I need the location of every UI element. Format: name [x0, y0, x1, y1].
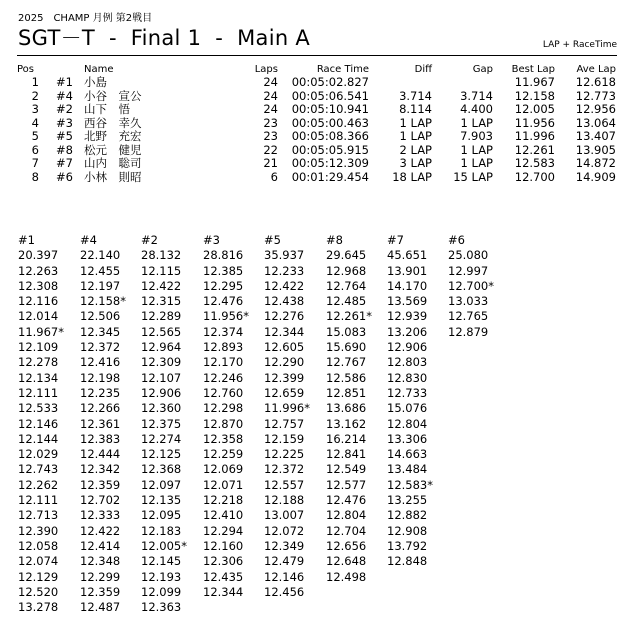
lap-time: 12.158*	[80, 294, 126, 309]
lap-time: 12.713	[18, 508, 59, 523]
lap-time: 12.968	[326, 263, 367, 278]
best-lap: 11.996	[514, 129, 555, 143]
lap-time: 12.764	[326, 278, 367, 293]
gap: 15 LAP	[453, 169, 493, 184]
lap-time: 12.456	[264, 584, 305, 599]
lap-time: 12.583*	[387, 477, 433, 492]
lap-time: 12.422	[80, 523, 121, 538]
lap-time: 12.188	[264, 493, 305, 508]
lap-time: 12.372	[80, 340, 121, 355]
lap-time: 12.348	[80, 554, 121, 569]
position: 8	[31, 169, 39, 184]
diff: 3 LAP	[399, 156, 432, 170]
lap-time: 12.144	[18, 431, 59, 446]
lap-time: 12.444	[80, 447, 121, 462]
lap-time: 12.099	[141, 584, 182, 599]
position: 7	[31, 156, 39, 170]
lap-time: 12.359	[80, 584, 121, 599]
gap: 1 LAP	[460, 115, 493, 130]
lap-column-car: #8	[326, 233, 343, 247]
lap-time: 12.263	[18, 263, 59, 278]
lap-time: 12.116	[18, 294, 59, 309]
lap-time: 12.246	[203, 370, 244, 385]
lap-time: 45.651	[387, 248, 428, 263]
lap-time: 12.422	[264, 278, 305, 293]
lap-time: 12.159	[264, 431, 305, 446]
car-number: #1	[56, 75, 73, 89]
lap-time: 12.129	[18, 569, 59, 584]
lap-time: 12.344	[264, 324, 305, 339]
gap: 1 LAP	[460, 142, 493, 157]
lap-time: 12.557	[264, 477, 305, 492]
lap-time: 12.074	[18, 554, 59, 569]
lap-time: 12.289	[141, 309, 182, 324]
lap-time: 12.841	[326, 447, 367, 462]
col-best-lap: Best Lap	[511, 64, 555, 75]
lap-time: 12.058	[18, 538, 59, 553]
position: 1	[31, 75, 39, 89]
race-time: 00:05:00.463	[291, 115, 369, 130]
laps: 24	[263, 88, 278, 103]
best-lap: 12.583	[514, 156, 555, 170]
lap-time: 12.438	[264, 294, 305, 309]
lap-time: 12.233	[264, 263, 305, 278]
lap-time: 12.804	[387, 416, 428, 431]
lap-time: 12.656	[326, 538, 367, 553]
col-laps: Laps	[254, 64, 278, 75]
lap-column-car: #6	[448, 233, 465, 247]
lap-time: 12.071	[203, 477, 244, 492]
lap-time: 12.422	[141, 278, 182, 293]
col-pos: Pos	[17, 64, 35, 75]
lap-time: 12.893	[203, 340, 244, 355]
lap-time: 12.765	[448, 309, 489, 324]
lap-time: 12.349	[264, 538, 305, 553]
laps: 24	[263, 75, 278, 89]
lap-time: 12.014	[18, 309, 59, 324]
lap-time: 13.686	[326, 401, 367, 416]
driver-name: 松元 健児	[84, 142, 142, 157]
col-diff: Diff	[414, 64, 432, 75]
lap-time: 12.097	[141, 477, 182, 492]
results-table	[0, 63, 631, 184]
lap-time: 12.733	[387, 385, 428, 400]
lap-time: 13.007	[264, 508, 305, 523]
lap-time: 20.397	[18, 248, 59, 263]
lap-time: 25.080	[448, 248, 489, 263]
ave-lap: 14.909	[575, 169, 616, 184]
table-row	[0, 103, 631, 117]
race-time: 00:05:08.366	[291, 129, 369, 143]
lap-time: 12.266	[80, 401, 121, 416]
lap-time: 13.306	[387, 431, 428, 446]
lap-time: 12.358	[203, 431, 244, 446]
ave-lap: 12.956	[575, 102, 616, 116]
lap-time: 12.197	[80, 278, 121, 293]
lap-time: 12.295	[203, 278, 244, 293]
lap-time: 12.218	[203, 493, 244, 508]
lap-time: 12.879	[448, 324, 489, 339]
lap-time: 11.967*	[18, 324, 64, 339]
lap-time: 12.586	[326, 370, 367, 385]
lap-time: 13.569	[387, 294, 428, 309]
lap-column-car: #1	[18, 233, 35, 247]
car-number: #3	[56, 115, 73, 130]
lap-time: 28.132	[141, 248, 182, 263]
best-lap: 11.967	[514, 75, 555, 89]
lap-time: 12.498	[326, 569, 367, 584]
lap-time: 12.342	[80, 462, 121, 477]
position: 4	[31, 115, 39, 130]
gap: 7.903	[460, 129, 493, 143]
page-title: SGT－T - Final 1 - Main A	[18, 26, 311, 50]
lap-time: 12.344	[203, 584, 244, 599]
lap-time: 12.290	[264, 355, 305, 370]
race-time: 00:05:05.915	[291, 142, 369, 157]
table-row	[0, 130, 631, 144]
lap-time: 11.956*	[203, 309, 249, 324]
lap-time: 12.170	[203, 355, 244, 370]
lap-time: 16.214	[326, 431, 367, 446]
lap-time: 12.005*	[141, 538, 187, 553]
lap-time: 15.083	[326, 324, 367, 339]
lap-column	[141, 233, 201, 615]
driver-name: 小谷 宣公	[84, 88, 142, 103]
laps: 23	[263, 129, 278, 143]
lap-time: 14.170	[387, 278, 428, 293]
gap: 3.714	[460, 88, 493, 103]
lap-time: 12.605	[264, 340, 305, 355]
lap-time: 12.385	[203, 263, 244, 278]
lap-time: 13.255	[387, 493, 428, 508]
position: 3	[31, 102, 39, 116]
lap-column	[264, 233, 324, 600]
lap-time: 12.146	[18, 416, 59, 431]
lap-time: 12.702	[80, 493, 121, 508]
lap-time: 12.659	[264, 385, 305, 400]
driver-name: 小島	[84, 75, 107, 89]
lap-time: 12.111	[18, 493, 59, 508]
lap-column	[326, 233, 386, 585]
diff: 1 LAP	[399, 115, 432, 130]
driver-name: 北野 充宏	[84, 129, 142, 143]
car-number: #7	[56, 156, 73, 170]
diff: 3.714	[399, 88, 432, 103]
lap-time: 12.183	[141, 523, 182, 538]
lap-time: 12.565	[141, 324, 182, 339]
car-number: #2	[56, 102, 73, 116]
col-name: Name	[84, 64, 114, 75]
ave-lap: 13.407	[575, 129, 616, 143]
lap-time: 12.029	[18, 447, 59, 462]
lap-time: 12.308	[18, 278, 59, 293]
best-lap: 12.261	[514, 142, 555, 157]
table-row	[0, 144, 631, 158]
lap-time: 12.704	[326, 523, 367, 538]
lap-time: 12.479	[264, 554, 305, 569]
lap-time: 22.140	[80, 248, 121, 263]
car-number: #8	[56, 142, 73, 157]
lap-time: 13.033	[448, 294, 489, 309]
diff: 1 LAP	[399, 129, 432, 143]
col-race-time: Race Time	[316, 64, 369, 75]
lap-time: 12.360	[141, 401, 182, 416]
race-time: 00:05:10.941	[291, 102, 369, 116]
lap-time: 13.484	[387, 462, 428, 477]
driver-name: 西谷 幸久	[84, 115, 142, 130]
lap-time: 12.299	[80, 569, 121, 584]
lap-time: 12.435	[203, 569, 244, 584]
lap-time: 12.487	[80, 600, 121, 615]
lap-time: 12.476	[203, 294, 244, 309]
lap-time: 12.261*	[326, 309, 372, 324]
lap-time: 12.193	[141, 569, 182, 584]
lap-time: 12.315	[141, 294, 182, 309]
race-time: 00:01:29.454	[291, 169, 369, 184]
lap-time: 13.278	[18, 600, 59, 615]
lap-time: 12.278	[18, 355, 59, 370]
lap-time: 12.830	[387, 370, 428, 385]
lap-column	[80, 233, 140, 615]
event-name: 2025 CHAMP 月例 第2戦目	[18, 13, 153, 24]
lap-time: 12.294	[203, 523, 244, 538]
lap-time: 12.964	[141, 340, 182, 355]
lap-time: 12.160	[203, 538, 244, 553]
lap-time: 12.375	[141, 416, 182, 431]
position: 5	[31, 129, 39, 143]
lap-time: 12.997	[448, 263, 489, 278]
ave-lap: 13.905	[575, 142, 616, 157]
best-lap: 11.956	[514, 115, 555, 130]
lap-time: 12.414	[80, 538, 121, 553]
lap-time: 11.996*	[264, 401, 310, 416]
car-number: #5	[56, 129, 73, 143]
lap-column-car: #4	[80, 233, 97, 247]
lap-time: 12.848	[387, 554, 428, 569]
position: 6	[31, 142, 39, 157]
lap-time: 12.306	[203, 554, 244, 569]
lap-time: 12.906	[387, 340, 428, 355]
lap-time: 13.206	[387, 324, 428, 339]
col-gap: Gap	[472, 64, 493, 75]
lap-time: 13.792	[387, 538, 428, 553]
lap-time: 12.109	[18, 340, 59, 355]
lap-time: 12.882	[387, 508, 428, 523]
lap-time: 12.309	[141, 355, 182, 370]
laps: 24	[263, 102, 278, 116]
ave-lap: 12.773	[575, 88, 616, 103]
lap-column	[203, 233, 263, 600]
lap-time: 12.115	[141, 263, 182, 278]
lap-time: 12.416	[80, 355, 121, 370]
race-time: 00:05:06.541	[291, 88, 369, 103]
lap-time: 12.345	[80, 324, 121, 339]
lap-time: 12.095	[141, 508, 182, 523]
lap-time: 12.939	[387, 309, 428, 324]
laps: 23	[263, 115, 278, 130]
lap-time: 12.198	[80, 370, 121, 385]
lap-time: 12.648	[326, 554, 367, 569]
lap-time: 12.533	[18, 401, 59, 416]
lap-column-car: #2	[141, 233, 158, 247]
diff: 2 LAP	[399, 142, 432, 157]
ave-lap: 12.618	[575, 75, 616, 89]
laps: 6	[270, 169, 278, 184]
table-row	[0, 76, 631, 90]
best-lap: 12.158	[514, 88, 555, 103]
lap-time: 12.506	[80, 309, 121, 324]
lap-time: 12.804	[326, 508, 367, 523]
race-time: 00:05:12.309	[291, 156, 369, 170]
driver-name: 山下 悟	[84, 102, 130, 116]
ave-lap: 13.064	[575, 115, 616, 130]
lap-column-car: #3	[203, 233, 220, 247]
lap-time: 12.455	[80, 263, 121, 278]
lap-time: 12.146	[264, 569, 305, 584]
lap-time: 12.374	[203, 324, 244, 339]
lap-time: 12.372	[264, 462, 305, 477]
table-row	[0, 157, 631, 171]
lap-time: 12.851	[326, 385, 367, 400]
lap-time: 12.906	[141, 385, 182, 400]
diff: 8.114	[399, 102, 432, 116]
lap-time: 12.262	[18, 477, 59, 492]
lap-time: 12.359	[80, 477, 121, 492]
lap-time: 12.410	[203, 508, 244, 523]
race-time: 00:05:02.827	[291, 75, 369, 89]
lap-time: 15.690	[326, 340, 367, 355]
lap-time: 12.145	[141, 554, 182, 569]
lap-column	[18, 233, 78, 615]
lap-time: 12.476	[326, 493, 367, 508]
lap-time: 12.298	[203, 401, 244, 416]
ave-lap: 14.872	[575, 156, 616, 170]
laps: 21	[263, 156, 278, 170]
best-lap: 12.700	[514, 169, 555, 184]
lap-time: 12.276	[264, 309, 305, 324]
best-lap: 12.005	[514, 102, 555, 116]
lap-time: 12.700*	[448, 278, 494, 293]
lap-time: 12.767	[326, 355, 367, 370]
lap-time: 15.076	[387, 401, 428, 416]
lap-time: 12.485	[326, 294, 367, 309]
lap-time: 12.125	[141, 447, 182, 462]
car-number: #4	[56, 88, 73, 103]
lap-time: 12.803	[387, 355, 428, 370]
lap-time: 12.577	[326, 477, 367, 492]
lap-time: 12.363	[141, 600, 182, 615]
lap-time: 12.274	[141, 431, 182, 446]
lap-time: 12.225	[264, 447, 305, 462]
gap: 4.400	[460, 102, 493, 116]
col-ave-lap: Ave Lap	[576, 64, 616, 75]
laps: 22	[263, 142, 278, 157]
lap-time: 12.368	[141, 462, 182, 477]
lap-time: 12.757	[264, 416, 305, 431]
lap-time: 12.111	[18, 385, 59, 400]
lap-column-car: #7	[387, 233, 404, 247]
lap-time: 13.162	[326, 416, 367, 431]
lap-time: 12.399	[264, 370, 305, 385]
lap-time: 29.645	[326, 248, 367, 263]
lap-time: 12.107	[141, 370, 182, 385]
lap-column-car: #5	[264, 233, 281, 247]
lap-time: 28.816	[203, 248, 244, 263]
table-row	[0, 90, 631, 104]
lap-column	[448, 233, 508, 340]
lap-time: 12.361	[80, 416, 121, 431]
lap-time: 12.072	[264, 523, 305, 538]
lap-time: 12.760	[203, 385, 244, 400]
car-number: #6	[56, 169, 73, 184]
position: 2	[31, 88, 39, 103]
lap-time: 35.937	[264, 248, 305, 263]
lap-time: 13.901	[387, 263, 428, 278]
lap-time: 12.134	[18, 370, 59, 385]
lap-time: 12.333	[80, 508, 121, 523]
lap-time: 12.235	[80, 385, 121, 400]
lap-time: 12.908	[387, 523, 428, 538]
lap-time: 12.259	[203, 447, 244, 462]
lap-time: 12.520	[18, 584, 59, 599]
lap-time: 12.390	[18, 523, 59, 538]
title-rule	[17, 55, 617, 56]
lap-time: 12.383	[80, 431, 121, 446]
lap-column	[387, 233, 447, 570]
table-row	[0, 117, 631, 131]
lap-time: 12.549	[326, 462, 367, 477]
driver-name: 小林 則昭	[84, 169, 142, 184]
lap-time: 12.870	[203, 416, 244, 431]
lap-time: 12.069	[203, 462, 244, 477]
lap-time: 12.743	[18, 462, 59, 477]
lap-time: 14.663	[387, 447, 428, 462]
lap-time: 12.135	[141, 493, 182, 508]
gap: 1 LAP	[460, 156, 493, 170]
driver-name: 山内 聡司	[84, 156, 142, 170]
table-row	[0, 171, 631, 185]
report-type: LAP + RaceTime	[542, 40, 617, 50]
diff: 18 LAP	[392, 169, 432, 184]
